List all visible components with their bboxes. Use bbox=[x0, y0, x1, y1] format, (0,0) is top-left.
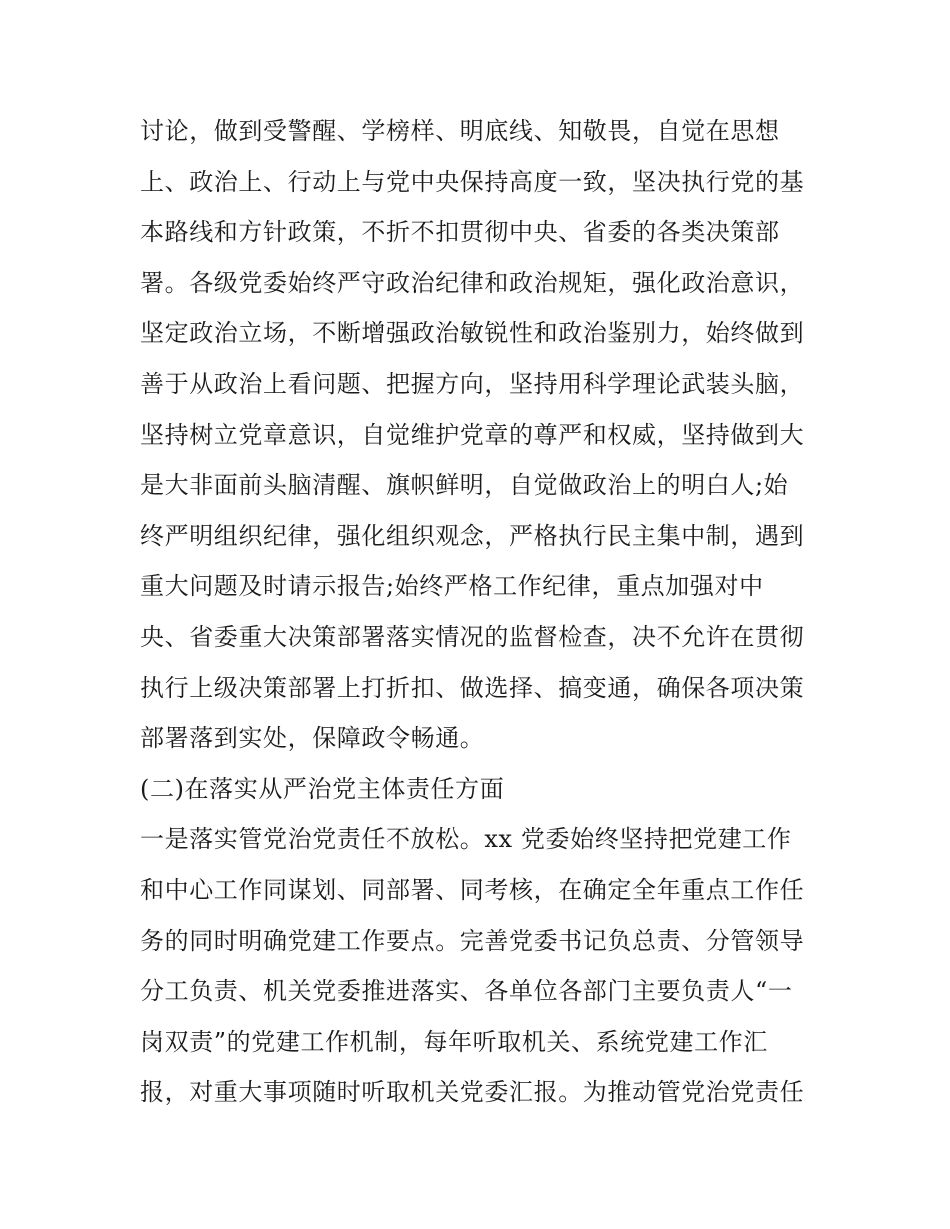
text-line-17: 务的同时明确党建工作要点。完善党委书记负总责、分管领导 bbox=[140, 926, 805, 955]
text-line-4: 署。各级党委始终严守政治纪律和政治规矩，强化政治意识， bbox=[140, 268, 805, 297]
text-line-16: 和中心工作同谋划、同部署、同考核，在确定全年重点工作任 bbox=[140, 875, 805, 904]
text-line-10: 重大问题及时请示报告;始终严格工作纪律，重点加强对中 bbox=[140, 572, 764, 601]
text-line-1: 讨论，做到受警醒、学榜样、明底线、知敬畏，自觉在思想 bbox=[140, 117, 780, 145]
text-line-20: 报，对重大事项随时听取机关党委汇报。为推动管党治党责任 bbox=[140, 1078, 805, 1107]
section-heading: (二)在落实从严治党主体责任方面 bbox=[140, 774, 505, 803]
text-line-19: 岗双责”的党建工作机制，每年听取机关、系统党建工作汇 bbox=[140, 1027, 768, 1056]
text-line-6: 善于从政治上看问题、把握方向，坚持用科学理论武装头脑， bbox=[140, 369, 805, 398]
document-body-text bbox=[140, 106, 820, 1118]
text-line-7: 坚持树立党章意识，自觉维护党章的尊严和权威，坚持做到大 bbox=[140, 420, 805, 449]
text-line-15: 一是落实管党治党责任不放松。xx 党委始终坚持把党建工作 bbox=[140, 825, 792, 854]
text-line-8: 是大非面前头脑清醒、旗帜鲜明，自觉做政治上的明白人;始 bbox=[140, 471, 789, 500]
text-line-12: 执行上级决策部署上打折扣、做选择、搞变通，确保各项决策 bbox=[140, 673, 805, 702]
text-line-11: 央、省委重大决策部署落实情况的监督检查，决不允许在贯彻 bbox=[140, 622, 805, 651]
text-line-3: 本路线和方针政策，不折不扣贯彻中央、省委的各类决策部 bbox=[140, 218, 780, 247]
text-line-9: 终严明组织纪律，强化组织观念，严格执行民主集中制，遇到 bbox=[140, 521, 805, 550]
text-line-18: 分工负责、机关党委推进落实、各单位各部门主要负责人“一 bbox=[140, 977, 793, 1006]
text-line-13: 部署落到实处，保障政令畅通。 bbox=[140, 724, 485, 753]
text-line-5: 坚定政治立场，不断增强政治敏锐性和政治鉴别力，始终做到 bbox=[140, 319, 805, 348]
text-line-2: 上、政治上、行动上与党中央保持高度一致，坚决执行党的基 bbox=[140, 167, 805, 196]
